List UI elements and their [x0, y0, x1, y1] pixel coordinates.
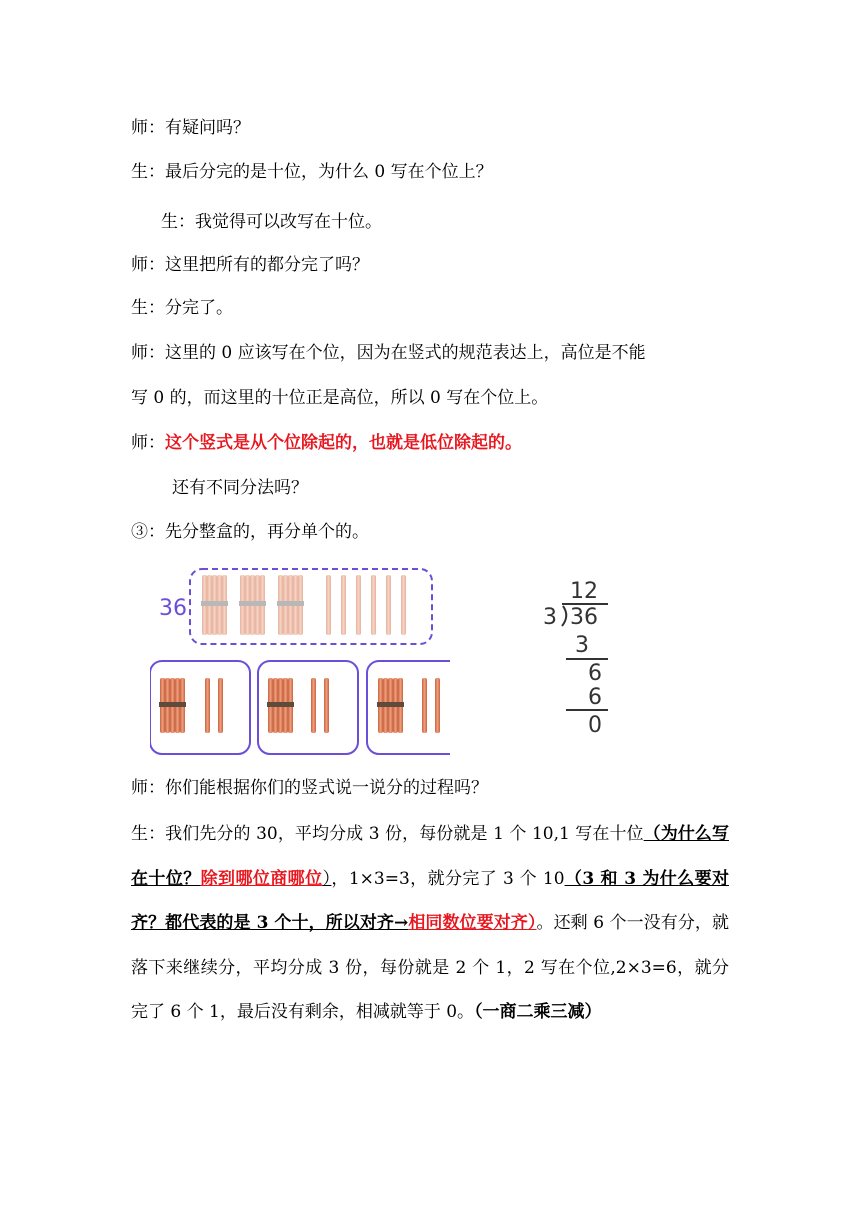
para-part-2: （为什么写在十位？	[131, 824, 729, 889]
line-teacher-explain-1: 师：这里的 0 应该写在个位，因为在竖式的规范表达上，高位是不能	[131, 343, 646, 363]
step2-product: 6	[588, 685, 602, 710]
teacher-prefix: 师：	[131, 433, 165, 453]
line-method-3: ③：先分整盒的，再分单个的。	[131, 522, 369, 542]
para-part-9: 。还剩 6 个一没有分，就落下来继续分，平均分成 3 份，每份就是 2 个 1，2 写在个位,2×3=6，就分完了 6 个 1，最后没有剩余，相减就等于 0。	[131, 913, 730, 1022]
para-part-3: 除到哪位商哪位	[200, 868, 323, 889]
dividend: 36	[570, 605, 598, 630]
para-part-4: ）	[322, 868, 332, 889]
remainder-2: 0	[588, 713, 602, 738]
line-teacher-emphasis	[131, 431, 522, 455]
para-part-5: ，1×3=3，就分完了 3 个 10	[331, 868, 565, 889]
sticks-figure	[150, 560, 450, 760]
emphasis-text: 这个竖式是从个位除起的，也就是低位除起的。	[165, 433, 522, 453]
process-paragraph	[131, 812, 729, 1035]
line-teacher-process: 师：你们能根据你们的竖式说一说分的过程吗？	[131, 778, 488, 798]
line-teacher-question: 师：有疑问吗？	[131, 118, 250, 138]
line-student-answer: 生：分完了。	[131, 298, 233, 318]
para-part-10: （一商二乘三减）	[474, 1002, 602, 1022]
para-part-1: 生：我们先分的 30，平均分成 3 份，每份就是 1 个 10,1 写在十位	[131, 824, 644, 844]
line-teacher-explain-2: 写 0 的，而这里的十位正是高位，所以 0 写在个位上。	[131, 388, 549, 408]
line-student-suggest: 生：我觉得可以改写在十位。	[161, 212, 382, 232]
quotient: 12	[570, 579, 598, 604]
line-other-method: 还有不同分法吗？	[172, 478, 308, 498]
long-division	[530, 570, 640, 745]
line-teacher-ask: 师：这里把所有的都分完了吗？	[131, 255, 369, 275]
total-label: 36	[159, 596, 187, 621]
para-part-8: ）	[527, 913, 537, 933]
para-part-7: 相同数位要对齐	[408, 913, 528, 933]
line-student-question: 生：最后分完的是十位，为什么 0 写在个位上？	[131, 162, 493, 182]
para-part-6: （3 和 3 为什么要对齐？都代表的是 3 个十，所以对齐→	[131, 868, 730, 933]
remainder-1: 6	[588, 661, 602, 686]
divisor: 3	[543, 605, 557, 630]
step1-product: 3	[575, 633, 589, 658]
